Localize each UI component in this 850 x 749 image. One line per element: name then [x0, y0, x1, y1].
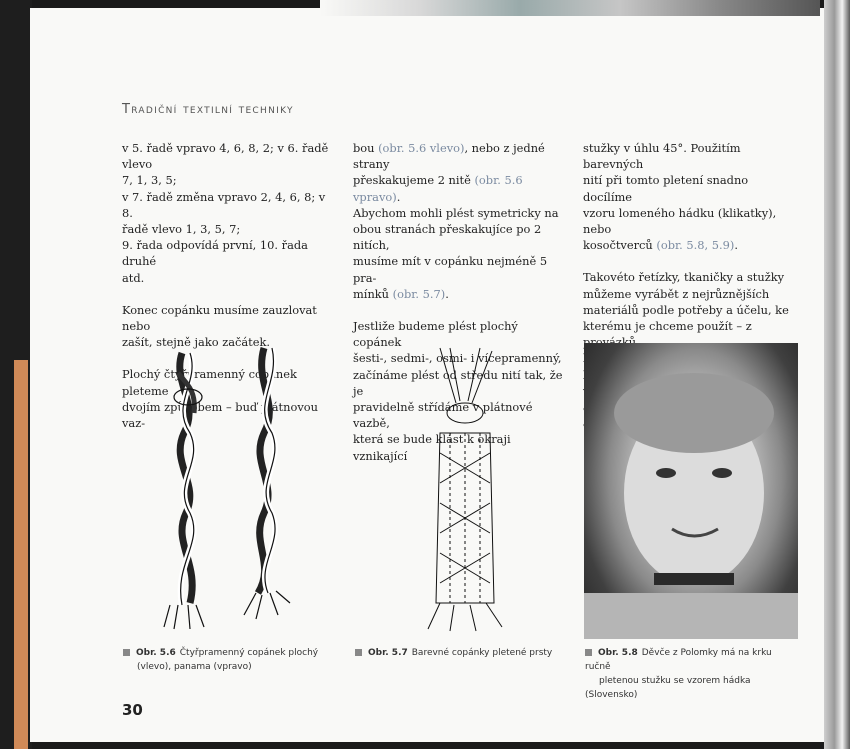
text-line: nití při tomto pletení snadno docílíme: [583, 173, 749, 204]
text-line: kosočtverců: [583, 238, 657, 253]
text-line: obou stranách přeskakujíce po 2 nitích,: [353, 222, 542, 253]
text-line: můžeme vyrábět z nejrůznějších: [583, 286, 770, 301]
text-line: , nebo z jedné strany: [353, 141, 545, 172]
text-line: přeskakujeme 2 nitě: [353, 173, 475, 188]
text-line: v 7. řadě změna vpravo 2, 4, 6, 8; v 8.: [122, 189, 326, 220]
paragraph: [583, 140, 795, 253]
caption-text: Barevné copánky pletené prsty: [411, 648, 553, 658]
text-line: Abychom mohli plést symetricky na: [353, 205, 559, 220]
book-spine: [824, 0, 850, 749]
figure-reference: (obr. 5.6 vpravo): [353, 173, 523, 204]
caption-number: Obr. 5.6: [136, 648, 176, 658]
caption-number: Obr. 5.7: [368, 648, 408, 658]
caption-text: Děvče z Polomky má na krku ručně: [585, 648, 772, 672]
caption-5-7: [355, 646, 575, 660]
caption-text: (vlevo), panama (vpravo): [137, 662, 252, 672]
text-line: pravidelně střídáme v plátnové vazbě,: [353, 400, 533, 431]
page-edge-orange: [14, 360, 28, 749]
text-line: materiálů podle potřeby a účelu, ke: [583, 302, 789, 317]
text-line: začínáme plést od středu nití tak, že je: [353, 367, 563, 398]
text-line: vzoru lomeného hádku (klikatky), nebo: [583, 205, 777, 237]
text-line: Konec copánku musíme zauzlovat nebo: [122, 302, 317, 334]
text-line: 7, 1, 3, 5;: [122, 173, 177, 188]
caption-text: Čtyřpramenný copánek plochý: [179, 648, 319, 658]
caption-number: Obr. 5.8: [598, 648, 638, 658]
caption-bullet: [355, 649, 362, 656]
page-top-strip: [320, 0, 820, 16]
caption-bullet: [123, 649, 130, 656]
caption-5-8: [585, 646, 800, 702]
text-line: která se bude klást k okraji vznikající: [353, 432, 511, 463]
caption-5-6: [123, 646, 323, 674]
page-number: 30: [122, 701, 143, 719]
text-line: atd.: [122, 270, 145, 285]
text-line: mínků: [353, 286, 393, 301]
text-line: .: [396, 189, 401, 204]
figure-reference: (obr. 5.6 vlevo): [378, 141, 465, 155]
girl-portrait-photo: [584, 343, 798, 639]
text-line: kterému je chceme použít – z: [583, 319, 752, 334]
text-line: Jestliže budeme plést plochý copánek: [353, 319, 518, 350]
text-line: v 5. řadě vpravo 4, 6, 8, 2; v 6. řadě vlevo: [122, 141, 329, 172]
text-line: musíme mít v copánku nejméně 5 pra-: [353, 254, 548, 285]
braid-illustration-5-7: [410, 343, 520, 633]
portrait-shapes: [584, 343, 798, 639]
text-line: 9. řada odpovídá první, 10. řada druhé: [122, 238, 308, 269]
figure-reference: (obr. 5.8, 5.9): [656, 238, 735, 253]
chapter-header: Tradiční textilní techniky: [122, 102, 294, 117]
figure-reference: (obr. 5.7): [392, 286, 446, 301]
caption-bullet: [585, 649, 592, 656]
text-line: šesti-, sedmi-, osmi- i vícepramenný,: [353, 351, 562, 366]
text-line: zašít, stejně jako začátek.: [122, 335, 271, 350]
caption-text: pletenou stužku se vzorem hádka (Slovensko): [585, 676, 751, 700]
paragraph: [353, 140, 565, 302]
text-line: dvojím způsobem – buď plátnovou vaz-: [122, 399, 318, 431]
text-line: .: [734, 238, 738, 253]
braid-illustration-5-6: [160, 343, 300, 633]
paragraph: [122, 140, 334, 286]
text-line: .: [445, 286, 449, 301]
text-line: řadě vlevo 1, 3, 5, 7;: [122, 222, 241, 237]
text-line: Plochý čtyřpramenný copánek pleteme: [122, 367, 297, 398]
text-line: bou: [353, 141, 379, 155]
text-line: Takovéto řetízky, tkaničky a stužky: [583, 270, 785, 285]
text-line: stužky v úhlu 45°. Použitím barevných: [583, 141, 741, 172]
